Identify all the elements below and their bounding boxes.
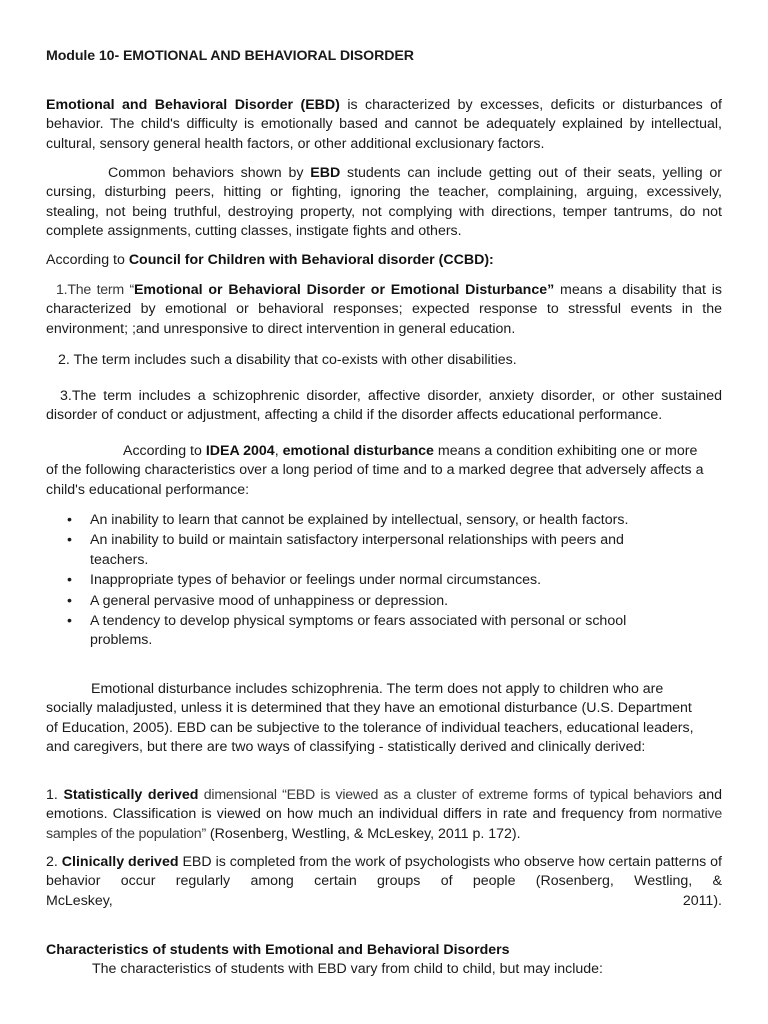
list-item-text: A tendency to develop physical symptoms or fears associated with personal or school problems. (90, 613, 627, 649)
clinically-derived-term: Clinically derived (61, 854, 179, 870)
bullet-icon: • (67, 572, 72, 589)
ccbd-name: Council for Children with Behavioral disorder (CCBD): (128, 252, 494, 268)
list-item (46, 531, 686, 570)
list-item (46, 571, 686, 590)
idea-2004: IDEA 2004 (205, 443, 275, 459)
classification-clinical (46, 853, 722, 911)
intro-paragraph (46, 96, 722, 154)
classification-2-citation (46, 892, 722, 911)
classification-2-body (46, 853, 722, 892)
ccbd-item-1-text: means a disability that is characterized by emotional or behavioral responses; expected response to stressful events in the environment; ;and unresponsive to direct intervention in general education. (46, 282, 722, 337)
bullet-icon: • (67, 592, 72, 609)
classification-2-text: EBD is completed from the work of psychologists who observe how certain patterns of behavior occur regularly among certain groups of people (Rosenberg, Westling, & (46, 854, 722, 890)
idea-mid: , (274, 443, 283, 459)
bullet-icon: • (67, 613, 72, 630)
idea-characteristics-list (46, 511, 686, 652)
list-item (46, 612, 686, 651)
bullet-icon: • (67, 512, 72, 528)
classification-1-number: 1. (46, 787, 64, 803)
ebd-term: Emotional and Behavioral Disorder (EBD) (46, 97, 340, 113)
classification-2-number: 2. (46, 854, 62, 870)
common-behaviors-text: students can include getting out of their seats, yelling or cursing, disturbing peers, hitting or fighting, ignoring the teacher, complaining, arguing, excessively, stealing, not being truthful, destroying property, not complying with directions, temper tantrums, do not complete assignments, cutting classes, instigate fights and others. (46, 165, 722, 240)
classification-statistical (46, 786, 722, 844)
citation-year: 2011). (682, 892, 722, 909)
emotional-disturbance-term: emotional disturbance (282, 443, 434, 459)
list-item-text: Inappropriate types of behavior or feelings under normal circumstances. (90, 572, 542, 589)
characteristics-heading-text: Characteristics of students with Emotional and Behavioral Disorders (46, 942, 510, 958)
ccbd-item-1 (46, 281, 722, 339)
classification-1-cite: (Rosenberg, Westling, & McLeskey, 2011 p. 172). (205, 825, 521, 842)
characteristics-intro: The characteristics of students with EBD vary from child to child, but may include: (92, 961, 603, 977)
statistically-derived-term: Statistically derived (63, 787, 199, 803)
idea-text: means a condition exhibiting one or more of the following characteristics over a long period of time and to a marked degree that adversely affects a child's educational performance: (46, 443, 704, 498)
ccbd-item-3: 3.The term includes a schizophrenic disorder, affective disorder, anxiety disorder, or other sustained disorder of conduct or adjustment, affecting a child if the disorder affects educational performance. (46, 388, 722, 424)
intro-text: is characterized by excesses, deficits or disturbances of behavior. The child's difficulty is emotionally based and cannot be adequately explained by intellectual, cultural, sensory general health factors, or other additional exclusionary factors. (46, 97, 722, 152)
schizophrenia-paragraph: Emotional disturbance includes schizophrenia. The term does not apply to children who are socially maladjusted, unless it is determined that they have an emotional disturbance (U.S. Department of Education, 2005). EBD can be subjective to the tolerance of individual teachers, educational leaders, and caregivers, but there are two ways of classifying - statistically derived and clinically derived: (46, 681, 694, 756)
idea-pre: According to (123, 443, 206, 459)
document-title: Module 10- EMOTIONAL AND BEHAVIORAL DISORDER (46, 48, 414, 64)
ccbd-heading (46, 251, 722, 270)
ccbd-item-1-term: Emotional or Behavioral Disorder or Emotional Disturbance” (133, 282, 555, 298)
bullet-icon: • (67, 532, 72, 549)
classification-1-quote: dimensional “EBD is viewed as a cluster of extreme forms of typical behaviors (198, 787, 693, 803)
list-item-text: A general pervasive mood of unhappiness or depression. (90, 592, 449, 609)
classification-1-quote2: normative samples of the population” (46, 806, 723, 842)
ccbd-item-1-pre: 1.The term “ (56, 282, 134, 298)
list-item-text: An inability to build or maintain satisfactory interpersonal relationships with peers and teachers. (90, 532, 624, 568)
common-behaviors-paragraph (46, 164, 722, 242)
list-item (46, 592, 686, 611)
citation-author: McLeskey, (46, 892, 113, 909)
characteristics-heading (46, 941, 722, 960)
list-item (46, 511, 686, 530)
idea-paragraph (46, 442, 706, 500)
ebd-abbrev: EBD (310, 165, 341, 181)
classification-1-text: and emotions. Classification is viewed on how much an individual differs in rate and frequency from (46, 787, 722, 823)
ccbd-pre: According to (46, 252, 129, 268)
ccbd-item-2: 2. The term includes such a disability that co-exists with other disabilities. (58, 352, 517, 368)
common-behaviors-pre: Common behaviors shown by (108, 165, 311, 181)
list-item-text: An inability to learn that cannot be explained by intellectual, sensory, or health factors. (90, 512, 629, 528)
